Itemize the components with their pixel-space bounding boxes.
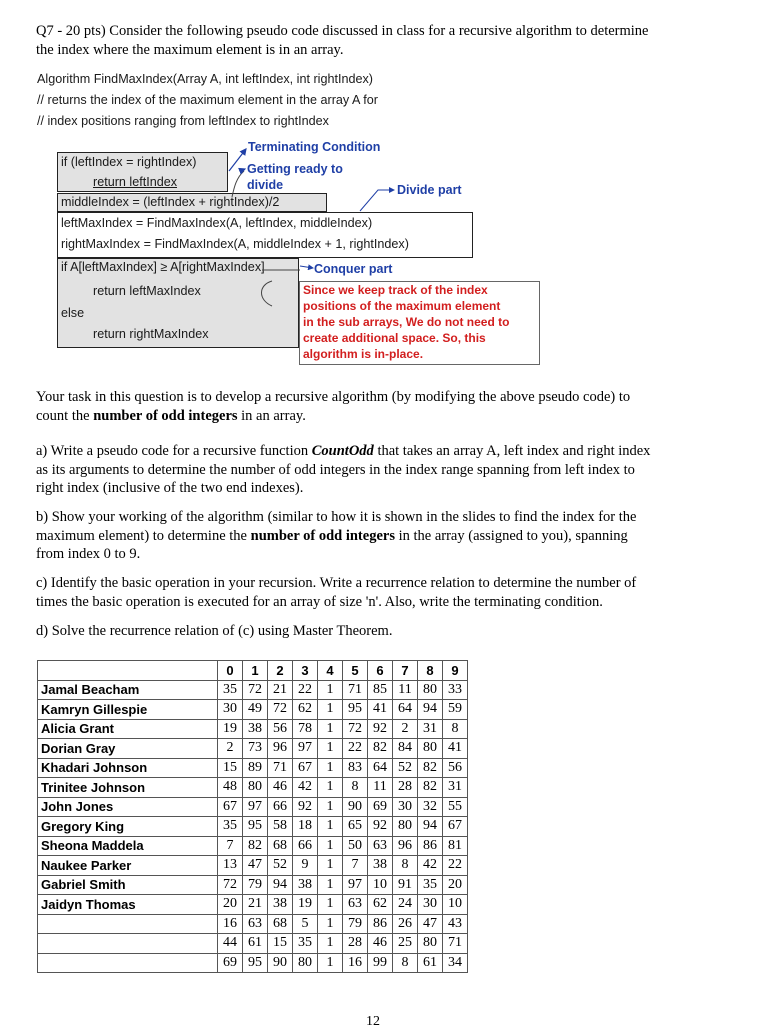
table-cell: 22	[343, 739, 368, 759]
student-name: Kamryn Gillespie	[38, 700, 218, 720]
table-cell: 92	[293, 797, 318, 817]
table-cell: 19	[218, 719, 243, 739]
task-line-2-post: in an array.	[237, 407, 306, 424]
table-cell: 80	[243, 778, 268, 798]
table-cell: 19	[293, 895, 318, 915]
table-header-row	[38, 661, 468, 681]
part-b-line-1: b) Show your working of the algorithm (similar to how it is shown in the slides to find the index for the	[36, 509, 637, 525]
table-cell: 95	[343, 700, 368, 720]
compare-line: if A[leftMaxIndex] ≥ A[rightMaxIndex]	[61, 260, 265, 274]
table-cell: 1	[318, 895, 343, 915]
table-cell: 86	[418, 836, 443, 856]
table-cell: 31	[418, 719, 443, 739]
student-name: Gabriel Smith	[38, 875, 218, 895]
table-cell: 71	[443, 934, 468, 954]
table-cell: 67	[443, 817, 468, 837]
table-cell: 9	[293, 856, 318, 876]
table-cell: 20	[443, 875, 468, 895]
table-cell: 69	[368, 797, 393, 817]
table-cell: 62	[368, 895, 393, 915]
table-cell: 11	[393, 680, 418, 700]
table-cell: 94	[418, 817, 443, 837]
part-a-pre: a) Write a pseudo code for a recursive function	[36, 443, 312, 459]
table-cell: 65	[343, 817, 368, 837]
table-cell: 8	[343, 778, 368, 798]
right-max-line: rightMaxIndex = FindMaxIndex(A, middleIndex + 1, rightIndex)	[61, 237, 409, 251]
table-cell: 1	[318, 739, 343, 759]
table-cell: 30	[418, 895, 443, 915]
table-cell: 61	[418, 953, 443, 973]
table-cell: 80	[418, 739, 443, 759]
note-line-5: algorithm is in-place.	[303, 347, 424, 361]
table-row	[38, 856, 468, 876]
table-cell: 28	[393, 778, 418, 798]
table-cell: 46	[368, 934, 393, 954]
table-cell: 63	[243, 914, 268, 934]
note-line-2: positions of the maximum element	[303, 299, 501, 313]
table-cell: 1	[318, 719, 343, 739]
task-line-2-bold: number of odd integers	[93, 407, 238, 424]
table-cell: 52	[393, 758, 418, 778]
conquer-part-label: Conquer part	[314, 262, 393, 276]
table-cell: 72	[218, 875, 243, 895]
table-cell: 31	[443, 778, 468, 798]
table-cell: 58	[268, 817, 293, 837]
table-cell: 80	[418, 680, 443, 700]
table-cell: 96	[393, 836, 418, 856]
part-b-line-2	[36, 527, 736, 546]
table-cell: 92	[368, 817, 393, 837]
table-cell: 35	[418, 875, 443, 895]
table-cell: 64	[368, 758, 393, 778]
page-number: 12	[366, 1014, 380, 1029]
table-cell: 50	[343, 836, 368, 856]
table-cell: 52	[268, 856, 293, 876]
table-cell: 1	[318, 817, 343, 837]
table-cell: 38	[368, 856, 393, 876]
part-a-line-1	[36, 442, 736, 461]
table-cell: 91	[393, 875, 418, 895]
table-cell: 80	[418, 934, 443, 954]
table-cell: 67	[218, 797, 243, 817]
part-d	[36, 622, 736, 641]
table-header-index: 5	[343, 661, 368, 681]
table-cell: 89	[243, 758, 268, 778]
table-cell: 82	[418, 758, 443, 778]
table-cell: 79	[243, 875, 268, 895]
table-cell: 85	[368, 680, 393, 700]
terminating-condition-label: Terminating Condition	[248, 140, 381, 154]
table-cell: 82	[368, 739, 393, 759]
table-cell: 90	[268, 953, 293, 973]
table-header-index: 4	[318, 661, 343, 681]
return-right-max: return rightMaxIndex	[93, 327, 209, 341]
table-cell: 73	[243, 739, 268, 759]
table-cell: 69	[218, 953, 243, 973]
table-cell: 35	[218, 817, 243, 837]
table-row	[38, 719, 468, 739]
table-cell: 79	[343, 914, 368, 934]
table-cell: 95	[243, 953, 268, 973]
table-cell: 35	[218, 680, 243, 700]
student-name: Gregory King	[38, 817, 218, 837]
task-paragraph	[36, 388, 736, 425]
table-cell: 42	[418, 856, 443, 876]
table-cell: 18	[293, 817, 318, 837]
table-cell: 61	[243, 934, 268, 954]
table-row	[38, 700, 468, 720]
table-cell: 28	[343, 934, 368, 954]
table-cell: 26	[393, 914, 418, 934]
table-cell: 11	[368, 778, 393, 798]
note-line-1: Since we keep track of the index	[303, 283, 488, 297]
annotation-arrows	[0, 0, 764, 400]
table-cell: 86	[368, 914, 393, 934]
table-cell: 38	[268, 895, 293, 915]
table-cell: 82	[243, 836, 268, 856]
part-a-line-3: right index (inclusive of the two end indexes).	[36, 480, 304, 496]
student-name: Naukee Parker	[38, 856, 218, 876]
table-cell: 96	[268, 739, 293, 759]
table-cell: 48	[218, 778, 243, 798]
table-header-index: 3	[293, 661, 318, 681]
part-d-line-1: d) Solve the recurrence relation of (c) using Master Theorem.	[36, 623, 393, 639]
table-row	[38, 836, 468, 856]
part-b-bold: number of odd integers	[250, 527, 395, 544]
table-cell: 34	[443, 953, 468, 973]
table-row	[38, 758, 468, 778]
table-cell: 1	[318, 875, 343, 895]
table-cell: 80	[293, 953, 318, 973]
table-header-index: 2	[268, 661, 293, 681]
student-name: Trinitee Johnson	[38, 778, 218, 798]
table-header-index: 1	[243, 661, 268, 681]
table-row	[38, 797, 468, 817]
if-condition-line: if (leftIndex = rightIndex)	[61, 155, 197, 169]
table-cell: 81	[443, 836, 468, 856]
table-cell: 63	[368, 836, 393, 856]
table-row	[38, 914, 468, 934]
algorithm-title: Algorithm FindMaxIndex(Array A, int leftIndex, int rightIndex)	[37, 72, 373, 86]
table-cell: 1	[318, 680, 343, 700]
table-cell: 66	[268, 797, 293, 817]
table-header-index: 8	[418, 661, 443, 681]
student-name	[38, 934, 218, 954]
table-cell: 7	[343, 856, 368, 876]
table-header-blank	[38, 661, 218, 681]
student-name: John Jones	[38, 797, 218, 817]
student-name: Dorian Gray	[38, 739, 218, 759]
table-cell: 43	[443, 914, 468, 934]
return-left-max: return leftMaxIndex	[93, 284, 201, 298]
return-left-index: return leftIndex	[93, 175, 178, 189]
table-cell: 78	[293, 719, 318, 739]
table-cell: 10	[443, 895, 468, 915]
table-cell: 63	[343, 895, 368, 915]
table-cell: 68	[268, 914, 293, 934]
table-row	[38, 778, 468, 798]
question-line-1: Q7 - 20 pts) Consider the following pseudo code discussed in class for a recursive algorithm to determine	[36, 23, 649, 39]
table-cell: 47	[243, 856, 268, 876]
table-cell: 38	[293, 875, 318, 895]
table-cell: 8	[393, 953, 418, 973]
table-cell: 16	[343, 953, 368, 973]
table-cell: 83	[343, 758, 368, 778]
table-cell: 2	[218, 739, 243, 759]
table-row	[38, 934, 468, 954]
table-row	[38, 817, 468, 837]
student-name: Alicia Grant	[38, 719, 218, 739]
table-header-index: 9	[443, 661, 468, 681]
table-cell: 30	[218, 700, 243, 720]
table-cell: 10	[368, 875, 393, 895]
table-cell: 22	[443, 856, 468, 876]
table-cell: 33	[443, 680, 468, 700]
table-cell: 32	[418, 797, 443, 817]
table-cell: 64	[393, 700, 418, 720]
table-cell: 49	[243, 700, 268, 720]
table-cell: 72	[243, 680, 268, 700]
table-cell: 47	[418, 914, 443, 934]
table-cell: 1	[318, 914, 343, 934]
task-line-2	[36, 407, 736, 426]
part-b-pre: maximum element) to determine the	[36, 527, 251, 544]
table-cell: 13	[218, 856, 243, 876]
table-cell: 84	[393, 739, 418, 759]
middle-index-line: middleIndex = (leftIndex + rightIndex)/2	[61, 195, 280, 209]
table-cell: 71	[268, 758, 293, 778]
table-cell: 99	[368, 953, 393, 973]
table-cell: 1	[318, 797, 343, 817]
table-cell: 21	[243, 895, 268, 915]
table-cell: 24	[393, 895, 418, 915]
part-c	[36, 574, 736, 611]
table-row	[38, 875, 468, 895]
table-cell: 1	[318, 700, 343, 720]
part-b-line-3: from index 0 to 9.	[36, 546, 141, 562]
student-name: Jamal Beacham	[38, 680, 218, 700]
table-cell: 1	[318, 934, 343, 954]
table-row	[38, 680, 468, 700]
part-c-line-2: times the basic operation is executed for an array of size 'n'. Also, write the terminating condition.	[36, 593, 603, 610]
student-name: Sheona Maddela	[38, 836, 218, 856]
table-cell: 95	[243, 817, 268, 837]
table-cell: 21	[268, 680, 293, 700]
table-cell: 8	[393, 856, 418, 876]
part-c-line-1: c) Identify the basic operation in your recursion. Write a recurrence relation to determine the number of	[36, 575, 637, 591]
table-cell: 67	[293, 758, 318, 778]
part-b-post: in the array (assigned to you), spanning	[394, 527, 628, 544]
part-a-post: that takes an array A, left index and right index	[373, 443, 651, 459]
note-line-4: create additional space. So, this	[303, 331, 486, 345]
getting-ready-label-1: Getting ready to	[247, 162, 343, 176]
task-line-1: Your task in this question is to develop a recursive algorithm (by modifying the above pseudo code) to	[36, 389, 631, 405]
left-max-line: leftMaxIndex = FindMaxIndex(A, leftIndex, middleIndex)	[61, 216, 373, 230]
table-cell: 7	[218, 836, 243, 856]
table-cell: 41	[368, 700, 393, 720]
table-cell: 2	[393, 719, 418, 739]
table-cell: 25	[393, 934, 418, 954]
table-cell: 15	[218, 758, 243, 778]
table-cell: 62	[293, 700, 318, 720]
table-cell: 56	[443, 758, 468, 778]
table-cell: 66	[293, 836, 318, 856]
student-name: Jaidyn Thomas	[38, 895, 218, 915]
table-cell: 22	[293, 680, 318, 700]
part-a	[36, 442, 736, 498]
table-cell: 8	[443, 719, 468, 739]
table-cell: 46	[268, 778, 293, 798]
else-line: else	[61, 306, 85, 320]
table-cell: 20	[218, 895, 243, 915]
student-name: Khadari Johnson	[38, 758, 218, 778]
algorithm-comment-2: // index positions ranging from leftIndex to rightIndex	[37, 114, 329, 128]
note-line-3: in the sub arrays, We do not need to	[303, 315, 510, 329]
table-cell: 92	[368, 719, 393, 739]
table-cell: 44	[218, 934, 243, 954]
part-a-line-2: as its arguments to determine the number of odd integers in the index range spanning from left index to	[36, 461, 635, 478]
table-cell: 59	[443, 700, 468, 720]
table-cell: 38	[243, 719, 268, 739]
table-row	[38, 739, 468, 759]
table-cell: 97	[343, 875, 368, 895]
table-cell: 94	[268, 875, 293, 895]
table-cell: 97	[243, 797, 268, 817]
table-cell: 56	[268, 719, 293, 739]
table-header-index: 6	[368, 661, 393, 681]
table-cell: 71	[343, 680, 368, 700]
table-cell: 1	[318, 758, 343, 778]
table-cell: 80	[393, 817, 418, 837]
table-cell: 15	[268, 934, 293, 954]
question-line-2: the index where the maximum element is in an array.	[36, 41, 344, 58]
table-cell: 16	[218, 914, 243, 934]
table-cell: 1	[318, 953, 343, 973]
table-cell: 72	[343, 719, 368, 739]
table-cell: 30	[393, 797, 418, 817]
divide-part-label: Divide part	[397, 183, 462, 197]
table-cell: 94	[418, 700, 443, 720]
student-name	[38, 914, 218, 934]
table-cell: 42	[293, 778, 318, 798]
table-row	[38, 895, 468, 915]
table-cell: 1	[318, 836, 343, 856]
table-cell: 5	[293, 914, 318, 934]
table-header-index: 7	[393, 661, 418, 681]
table-cell: 1	[318, 856, 343, 876]
table-cell: 97	[293, 739, 318, 759]
count-odd-function: CountOdd	[311, 443, 374, 459]
student-name	[38, 953, 218, 973]
table-cell: 35	[293, 934, 318, 954]
table-cell: 90	[343, 797, 368, 817]
part-b	[36, 508, 736, 564]
table-header-index: 0	[218, 661, 243, 681]
table-cell: 72	[268, 700, 293, 720]
table-cell: 1	[318, 778, 343, 798]
table-cell: 41	[443, 739, 468, 759]
table-cell: 82	[418, 778, 443, 798]
algorithm-comment-1: // returns the index of the maximum element in the array A for	[37, 93, 378, 107]
table-row	[38, 953, 468, 973]
getting-ready-label-2: divide	[247, 178, 284, 192]
task-line-2-pre: count the	[36, 407, 94, 424]
student-array-table	[37, 660, 468, 973]
table-cell: 55	[443, 797, 468, 817]
table-cell: 68	[268, 836, 293, 856]
